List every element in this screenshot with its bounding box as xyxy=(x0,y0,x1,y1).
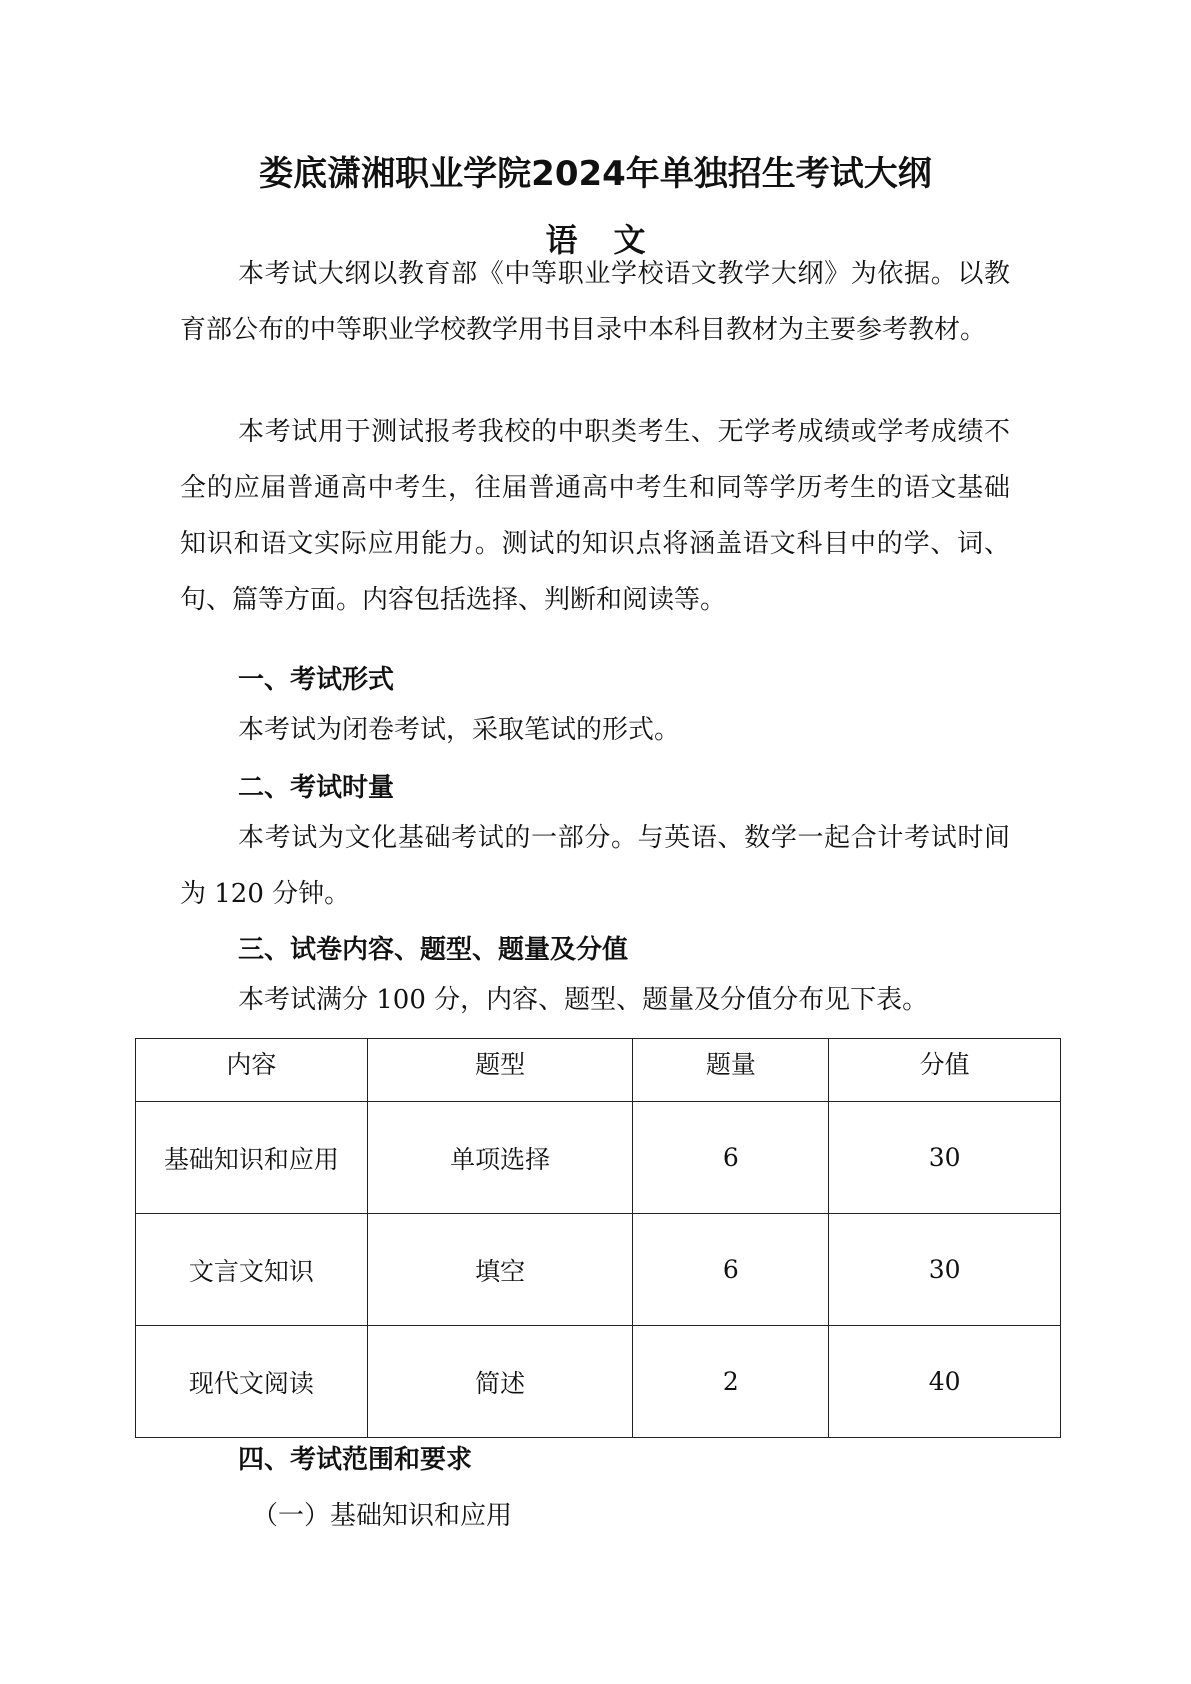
document-title: 娄底潇湘职业学院2024年单独招生考试大纲 xyxy=(259,154,932,194)
section-heading-content: 三、试卷内容、题型、题量及分值 xyxy=(238,935,629,965)
section-text-format: 本考试为闭卷考试，采取笔试的形式。 xyxy=(238,715,681,745)
section-heading-scope: 四、考试范围和要求 xyxy=(238,1445,473,1475)
intro-paragraph-2: 本考试用于测试报考我校的中职类考生、无学考成绩或学考成绩不全的应届普通高中考生，往届普通高中考生和同等学历考生的语文基础知识和语文实际应用能力。测试的知识点将涵盖语文科目中的学、词、句、篇等方面。内容包括选择、判断和阅读等。 xyxy=(180,417,1010,615)
table-header-cell: 分值 xyxy=(829,1039,1061,1102)
table-cell: 30 xyxy=(829,1102,1061,1214)
intro-paragraph-1: 本考试大纲以教育部《中等职业学校语文教学大纲》为依据。以教育部公布的中等职业学校教学用书目录中本科目教材为主要参考教材。 xyxy=(180,259,1010,345)
section-text-duration: 本考试为文化基础考试的一部分。与英语、数学一起合计考试时间为 120 分钟。 xyxy=(180,823,1010,909)
table-header-cell: 题型 xyxy=(367,1039,633,1102)
table-header-row xyxy=(136,1039,1061,1102)
table-row xyxy=(136,1102,1061,1214)
subject-title: 语文 xyxy=(545,221,682,259)
score-distribution-table xyxy=(135,1038,1061,1438)
subsection-heading-basics: （一）基础知识和应用 xyxy=(252,1501,513,1531)
table-cell: 填空 xyxy=(367,1214,633,1326)
section-text-content: 本考试满分 100 分，内容、题型、题量及分值分布见下表。 xyxy=(238,985,929,1015)
table-cell: 30 xyxy=(829,1214,1061,1326)
table-cell: 40 xyxy=(829,1326,1061,1438)
table-cell: 2 xyxy=(633,1326,829,1438)
table-row xyxy=(136,1214,1061,1326)
table-header-cell: 题量 xyxy=(633,1039,829,1102)
table-cell: 基础知识和应用 xyxy=(136,1102,368,1214)
table-cell: 文言文知识 xyxy=(136,1214,368,1326)
table-cell: 现代文阅读 xyxy=(136,1326,368,1438)
table-cell: 单项选择 xyxy=(367,1102,633,1214)
table-cell: 简述 xyxy=(367,1326,633,1438)
table-header-cell: 内容 xyxy=(136,1039,368,1102)
table-row xyxy=(136,1326,1061,1438)
table-cell: 6 xyxy=(633,1214,829,1326)
section-heading-format: 一、考试形式 xyxy=(238,665,395,695)
table-cell: 6 xyxy=(633,1102,829,1214)
section-heading-duration: 二、考试时量 xyxy=(238,773,395,803)
